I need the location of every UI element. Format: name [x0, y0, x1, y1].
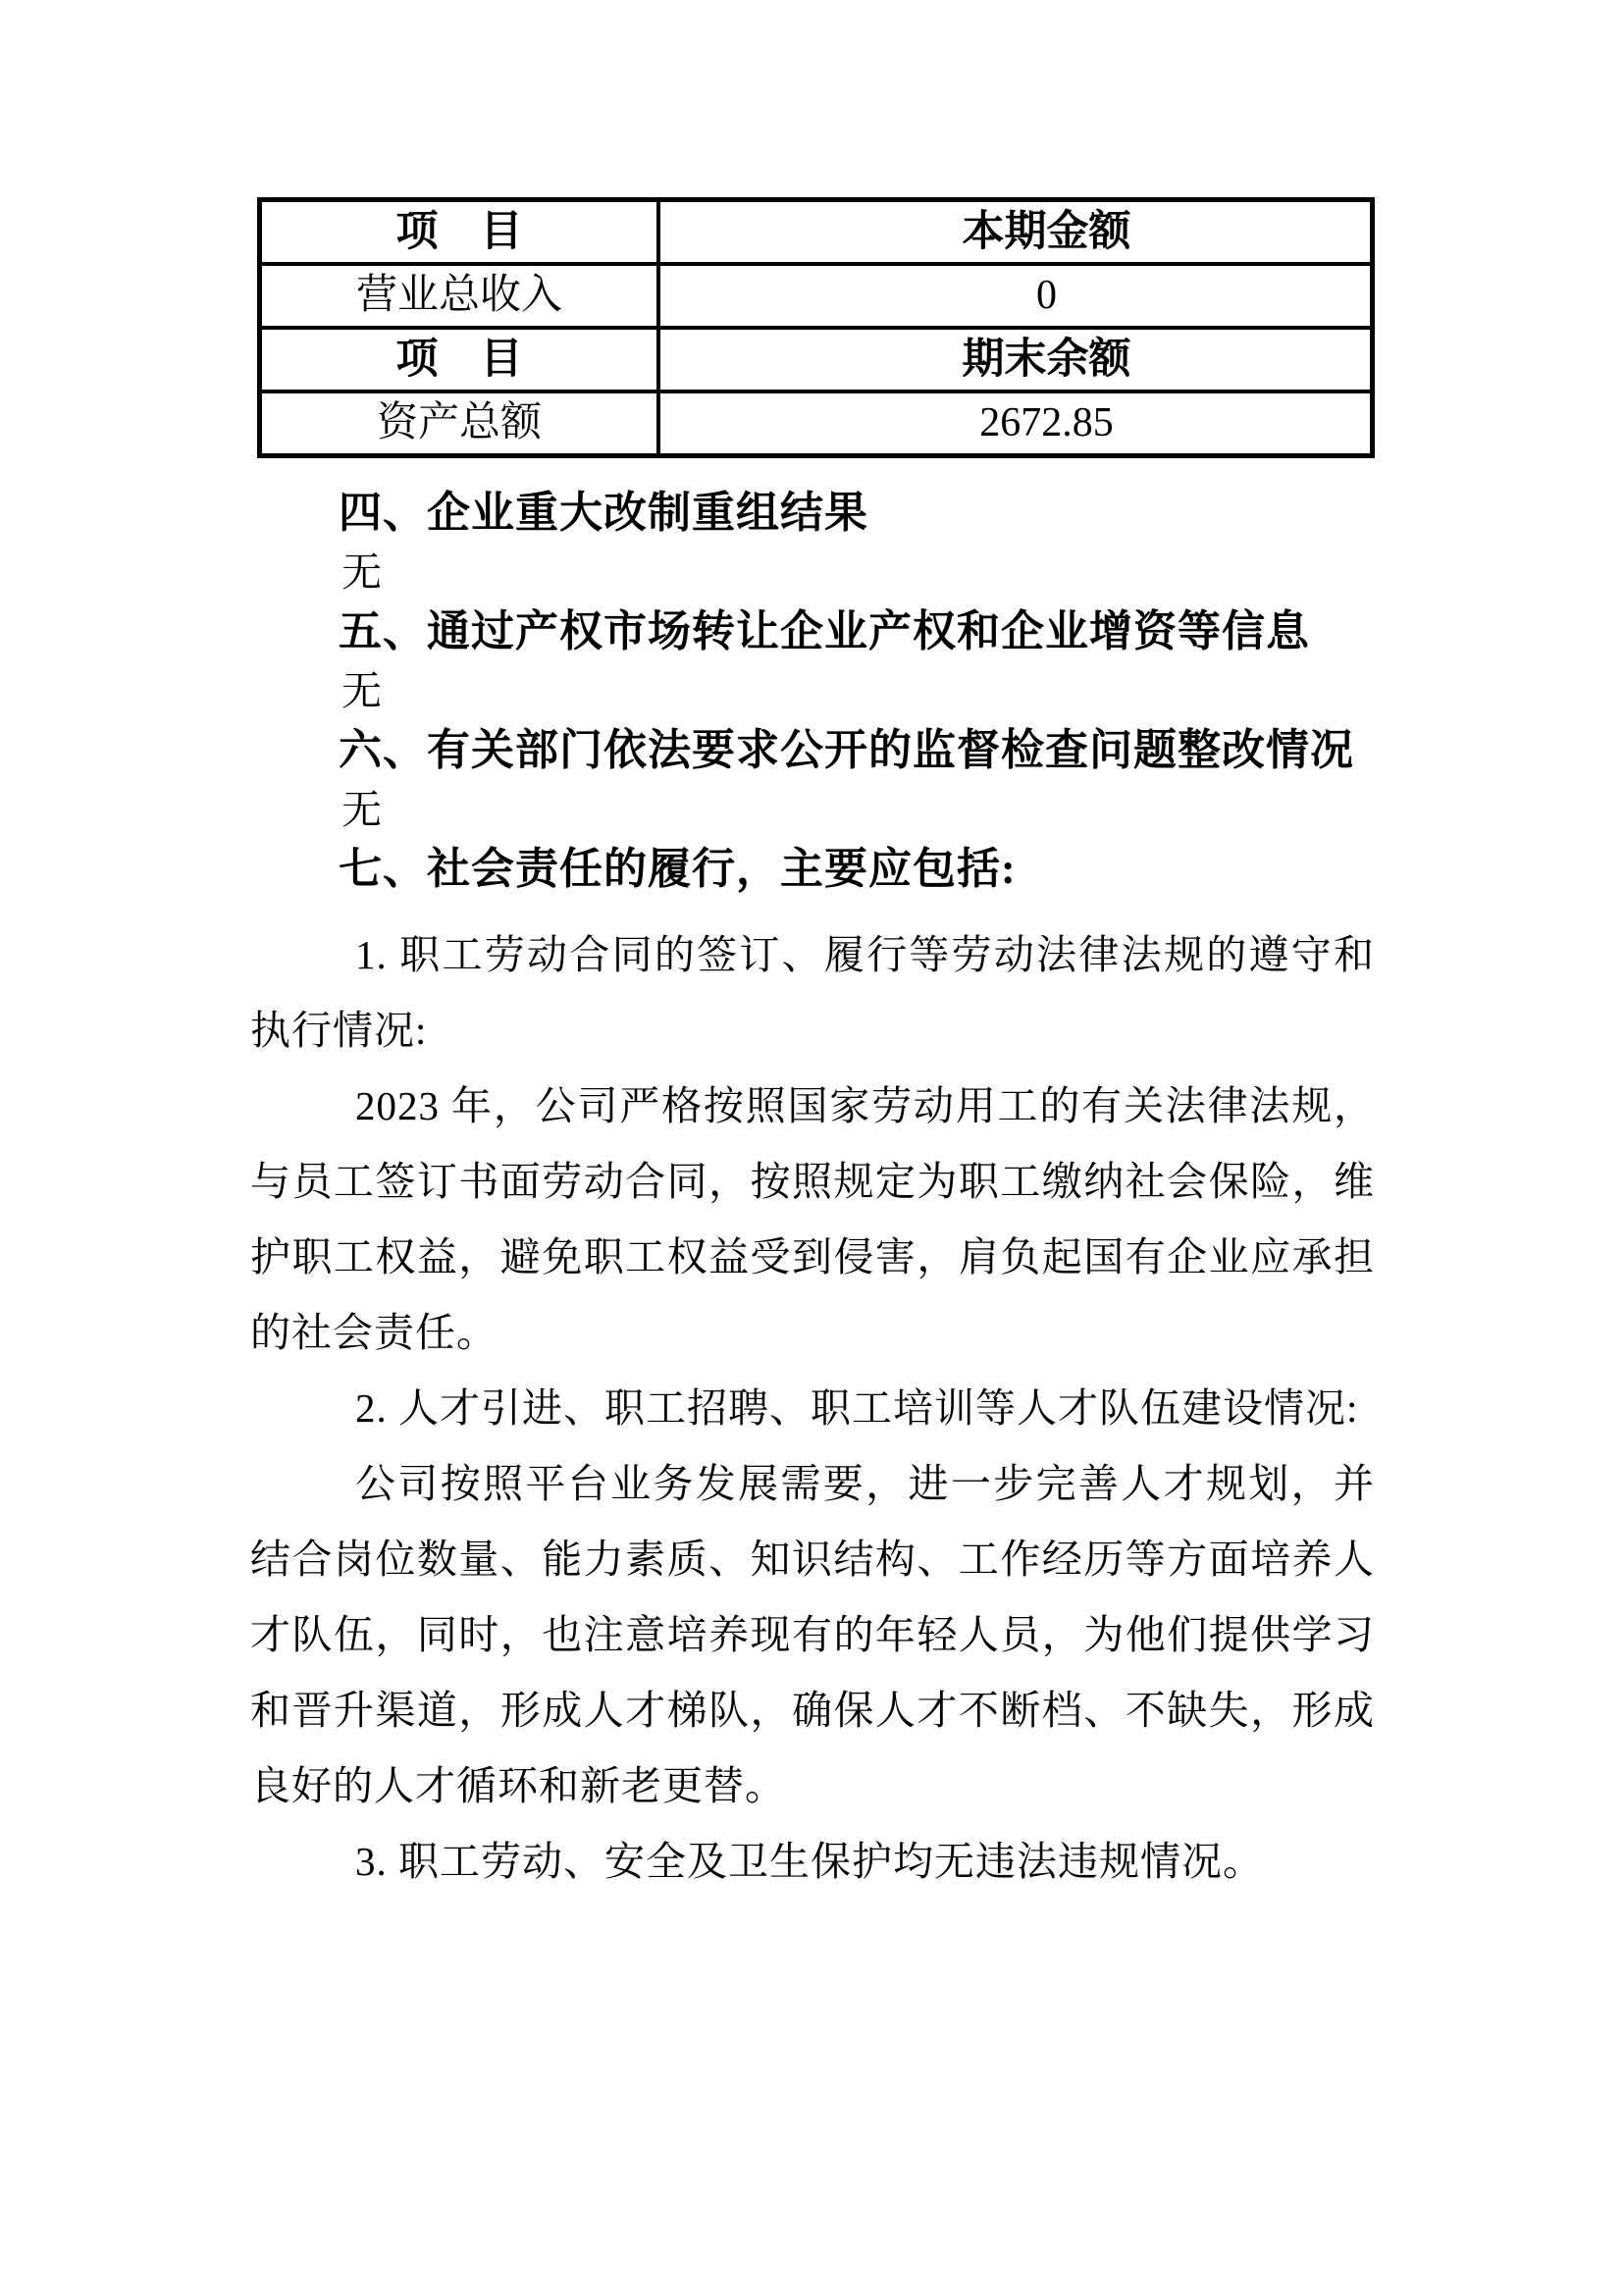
paragraph-labor-contracts-intro: 1. 职工劳动合同的签订、履行等劳动法律法规的遵守和执行情况: [250, 932, 1375, 1053]
section-heading-7-social-responsibility: 七、社会责任的履行，主要应包括: [339, 845, 1017, 893]
section-7-paragraphs [250, 917, 1375, 1900]
paragraph-talent-detail: 公司按照平台业务发展需要，进一步完善人才规划，并结合岗位数量、能力素质、知识结构、工作经历等方面培养人才队伍，同时，也注意培养现有的年轻人员，为他们提供学习和晋升渠道，形成人才梯队，确保人才不断档、不缺失，形成良好的人才循环和新老更替。 [250, 1461, 1375, 1808]
total-assets-value: 2672.85 [658, 391, 1373, 456]
total-revenue-value: 0 [658, 264, 1373, 328]
ending-balance-column-header: 期末余额 [658, 328, 1373, 391]
document-content [250, 0, 1375, 1900]
section-heading-6-supervision-rectification: 六、有关部门依法要求公开的监督检查问题整改情况 [339, 726, 1354, 774]
section-heading-4-restructuring: 四、企业重大改制重组结果 [339, 489, 868, 537]
section-4-content-none: 无 [341, 549, 382, 595]
table-row-total-revenue [260, 264, 1373, 328]
item-column-header-2: 项 目 [260, 328, 659, 391]
paragraph-labor-contracts-detail: 2023 年，公司严格按照国家劳动用工的有关法律法规，与员工签订书面劳动合同，按照规定为职工缴纳社会保险，维护职工权益，避免职工权益受到侵害，肩负起国有企业应承担的社会责任。 [250, 1083, 1375, 1355]
section-5-content-none: 无 [341, 668, 382, 713]
table-row-total-assets [260, 391, 1373, 456]
total-revenue-label: 营业总收入 [260, 264, 659, 328]
table-row-balance-header [260, 328, 1373, 391]
section-heading-5-property-rights-transfer: 五、通过产权市场转让企业产权和企业增资等信息 [339, 607, 1310, 655]
table-row-income-header [260, 200, 1373, 265]
paragraph-safety-health: 3. 职工劳动、安全及卫生保护均无违法违规情况。 [355, 1839, 1264, 1884]
total-assets-label: 资产总额 [260, 391, 659, 456]
item-column-header: 项 目 [260, 200, 659, 265]
current-amount-column-header: 本期金额 [658, 200, 1373, 265]
paragraph-talent-intro: 2. 人才引进、职工招聘、职工培训等人才队伍建设情况: [355, 1385, 1359, 1431]
section-6-content-none: 无 [341, 787, 382, 832]
financial-summary-table [257, 197, 1375, 458]
